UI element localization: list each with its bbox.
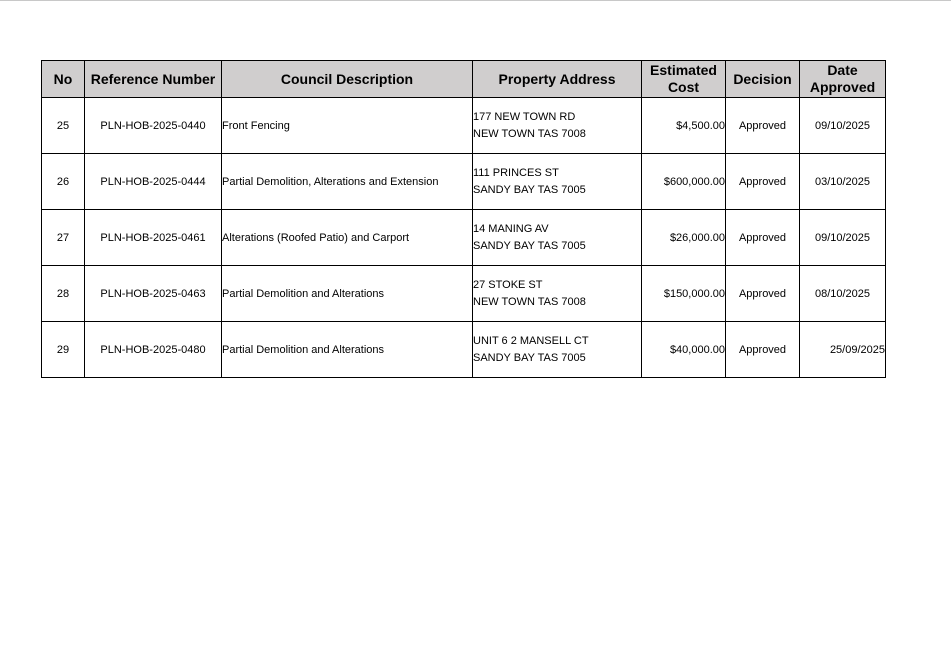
address-line-1: 177 NEW TOWN RD: [473, 110, 576, 123]
header-estimated-cost-line2: Cost: [667, 79, 700, 95]
cell-no: 29: [42, 322, 85, 378]
cell-council-description: Partial Demolition and Alterations: [222, 266, 473, 322]
cell-no: 26: [42, 154, 85, 210]
address-line-2: NEW TOWN TAS 7008: [473, 295, 586, 308]
address-line-1: 14 MANING AV: [473, 222, 549, 235]
cell-decision: Approved: [726, 154, 800, 210]
address-line-1: 111 PRINCES ST: [473, 166, 559, 179]
header-property-address: Property Address: [473, 61, 642, 98]
cell-property-address: [473, 98, 642, 154]
header-reference-number: Reference Number: [85, 61, 222, 98]
cell-reference-number: PLN-HOB-2025-0440: [85, 98, 222, 154]
cell-council-description: Alterations (Roofed Patio) and Carport: [222, 210, 473, 266]
cell-reference-number: PLN-HOB-2025-0480: [85, 322, 222, 378]
cell-date-approved: 09/10/2025: [800, 210, 886, 266]
header-council-description: Council Description: [222, 61, 473, 98]
cell-council-description: Front Fencing: [222, 98, 473, 154]
header-row: [42, 61, 886, 98]
header-date-approved-line1: Date: [827, 62, 858, 78]
address-line-1: UNIT 6 2 MANSELL CT: [473, 334, 589, 347]
cell-estimated-cost: $4,500.00: [642, 98, 726, 154]
cell-council-description: Partial Demolition and Alterations: [222, 322, 473, 378]
cell-property-address: [473, 210, 642, 266]
cell-reference-number: PLN-HOB-2025-0463: [85, 266, 222, 322]
address-line-1: 27 STOKE ST: [473, 278, 543, 291]
cell-date-approved: 03/10/2025: [800, 154, 886, 210]
table-row: [42, 266, 886, 322]
header-estimated-cost-line1: Estimated: [650, 62, 717, 78]
cell-estimated-cost: $150,000.00: [642, 266, 726, 322]
header-decision: Decision: [726, 61, 800, 98]
cell-decision: Approved: [726, 266, 800, 322]
cell-property-address: [473, 322, 642, 378]
page-top-border: [0, 0, 951, 1]
cell-estimated-cost: $26,000.00: [642, 210, 726, 266]
header-no: No: [42, 61, 85, 98]
cell-no: 28: [42, 266, 85, 322]
cell-date-approved: 09/10/2025: [800, 98, 886, 154]
cell-decision: Approved: [726, 210, 800, 266]
cell-decision: Approved: [726, 322, 800, 378]
cell-no: 25: [42, 98, 85, 154]
table-row: [42, 322, 886, 378]
header-estimated-cost: [642, 61, 726, 98]
planning-approvals-table: [41, 60, 886, 378]
cell-date-approved: 08/10/2025: [800, 266, 886, 322]
cell-council-description: Partial Demolition, Alterations and Extension: [222, 154, 473, 210]
cell-decision: Approved: [726, 98, 800, 154]
cell-reference-number: PLN-HOB-2025-0444: [85, 154, 222, 210]
cell-date-approved: 25/09/2025: [800, 322, 886, 378]
table-row: [42, 154, 886, 210]
table-row: [42, 210, 886, 266]
address-line-2: SANDY BAY TAS 7005: [473, 239, 586, 252]
cell-property-address: [473, 266, 642, 322]
cell-estimated-cost: $40,000.00: [642, 322, 726, 378]
cell-property-address: [473, 154, 642, 210]
address-line-2: NEW TOWN TAS 7008: [473, 127, 586, 140]
table-body: [42, 98, 886, 378]
header-date-approved-line2: Approved: [809, 79, 876, 95]
table-row: [42, 98, 886, 154]
address-line-2: SANDY BAY TAS 7005: [473, 183, 586, 196]
table-header: [42, 61, 886, 98]
cell-no: 27: [42, 210, 85, 266]
header-date-approved: [800, 61, 886, 98]
cell-reference-number: PLN-HOB-2025-0461: [85, 210, 222, 266]
address-line-2: SANDY BAY TAS 7005: [473, 351, 586, 364]
cell-estimated-cost: $600,000.00: [642, 154, 726, 210]
